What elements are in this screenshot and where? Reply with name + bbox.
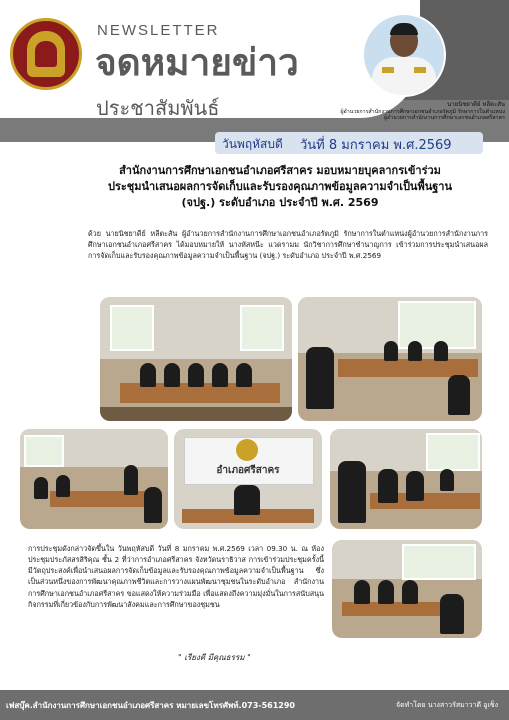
photo-window: [426, 433, 480, 471]
portrait-uniform: [372, 57, 436, 97]
director-position-line1: ผู้อำนวยการสำนักงานการศึกษาเอกชนอำเภอรัตภูมิ รักษาการในตำแหน่ง: [340, 108, 505, 115]
photo-attendee: [440, 594, 464, 634]
portrait-hair: [390, 23, 418, 35]
photo-attendee: [408, 341, 422, 361]
photo-speaker: [234, 485, 260, 515]
meeting-photo-3: [20, 429, 168, 529]
seal-emblem-core: [35, 41, 57, 67]
meeting-photo-6: [332, 540, 482, 638]
headline: [80, 163, 480, 211]
photo-attendee: [448, 375, 470, 415]
photo-attendee: [164, 363, 180, 387]
footer-contact: เฟสบุ๊ค.สำนักงานการศึกษาเอกชนอำเภอศรีสาคร หมายเลขโทรศัพท์.073-561290: [6, 701, 295, 710]
date-weekday: วันพฤหัสบดี: [222, 137, 283, 151]
photo-attendee: [124, 465, 138, 495]
photo-attendee: [402, 580, 418, 604]
intro-paragraph: ด้วย นายนิชยาดีย์ หลีตะสัน ผู้อำนวยการสำนักงานการศึกษาเอกชนอำเภอรัตภูมิ รักษาการในตำแหน่งผู้อำนวยการสำนักงานการศึกษาเอกชนอำเภอศรีสาคร ได้มอบหมายให้ นางหัสหนีะ แวดรามม นักวิชาการศึกษาชำนาญการ เข้าร่วมการประชุมนำเสนอผลการจัดเก็บและรับรองคุณภาพข้อมูลความจำเป็นพื้นฐาน (จปฐ.) ระดับอำเภอ ประจำปี พ.ศ.2569: [88, 229, 488, 261]
body-paragraph: การประชุมดังกล่าวจัดขึ้นใน วันพฤหัสบดี วันที่ 8 มกราคม พ.ศ.2569 เวลา 09.30 น. ณ ห้องประชุมประภัสสรสิริคุณ ชั้น 2 ที่ว่าการอำเภอศรีสาคร จังหวัดนราธิวาส การเข้าร่วมประชุมครั้งนี้มีวัตถุประสงค์เพื่อนำเสนอผลการจัดเก็บข้อมูลและรับรองคุณภาพข้อมูลความจำเป็นพื้นฐาน ซึ่งเป็นส่วนหนึ่งของการพัฒนาคุณภาพชีวิตและการวางแผนพัฒนาชุมชนในระดับอำเภอ สำนักงานการศึกษาเอกชนอำเภอศรีสาคร ขอแสดงให้ความร่วมมือ เพื่อแสดงถึงความมุ่งมั่นในการสนับสนุนกิจกรรมที่เกี่ยวข้องกับการพัฒนาสังคมและการศึกษาของชุมชน: [28, 544, 324, 609]
photo-window: [402, 544, 476, 580]
photo-attendee: [378, 580, 394, 604]
headline-line1: สำนักงานการศึกษาเอกชนอำเภอศรีสาคร มอบหมายบุคลากรเข้าร่วม: [119, 164, 441, 177]
photo-attendee: [56, 475, 70, 497]
photo-window: [240, 305, 284, 351]
photo-attendee: [384, 341, 398, 361]
photo-attendee: [434, 341, 448, 361]
date-full: วันที่ 8 มกราคม พ.ศ.2569: [300, 138, 452, 153]
photo-attendee: [236, 363, 252, 387]
photo-attendee: [144, 487, 162, 523]
director-position-line2: ผู้อำนวยการสำนักงานการศึกษาเอกชนอำเภอศรีสาคร: [383, 115, 505, 122]
director-caption: [300, 101, 505, 122]
director-name: นายนิชยาดีย์ หลีตะสัน: [447, 101, 505, 108]
office-seal-icon: [10, 18, 82, 90]
page-title: จดหมายข่าว: [95, 41, 299, 84]
photo-attendee: [306, 347, 334, 409]
closing-quote: " เรียงคี มีคุณธรรม ": [178, 653, 251, 662]
photo-floor: [100, 407, 292, 421]
seal-icon: [236, 439, 258, 461]
meeting-photo-4: [174, 429, 322, 529]
photo-attendee: [354, 580, 370, 604]
portrait-insignia-right: [414, 67, 426, 73]
portrait-insignia-left: [382, 67, 394, 73]
headline-line2: ประชุมนำเสนอผลการจัดเก็บและรับรองคุณภาพข้อมูลความจำเป็นพื้นฐาน: [108, 179, 452, 193]
photo-attendee: [188, 363, 204, 387]
meeting-photo-2: [298, 297, 482, 421]
headline-line3: (จปฐ.) ระดับอำเภอ ประจำปี พ.ศ. 2569: [181, 195, 379, 209]
meeting-photo-1: [100, 297, 292, 421]
newsletter-label: NEWSLETTER: [97, 22, 220, 39]
photo-attendee: [140, 363, 156, 387]
photo-attendee: [440, 469, 454, 491]
photo-attendee: [34, 477, 48, 499]
photo-attendee: [338, 461, 366, 523]
photo-window: [110, 305, 154, 351]
meeting-photo-5: [330, 429, 482, 529]
footer-credit: จัดทำโดย นางสาวรัสมาวาดี อูเซ็ง: [396, 701, 499, 709]
photo-attendee: [212, 363, 228, 387]
director-portrait: [362, 13, 446, 97]
photo-window: [24, 435, 64, 467]
photo-attendee: [406, 471, 424, 501]
page-subtitle: ประชาสัมพันธ์: [96, 96, 220, 120]
photo-sign-text: อำเภอศรีสาคร: [216, 465, 280, 476]
photo-attendee: [378, 469, 398, 503]
